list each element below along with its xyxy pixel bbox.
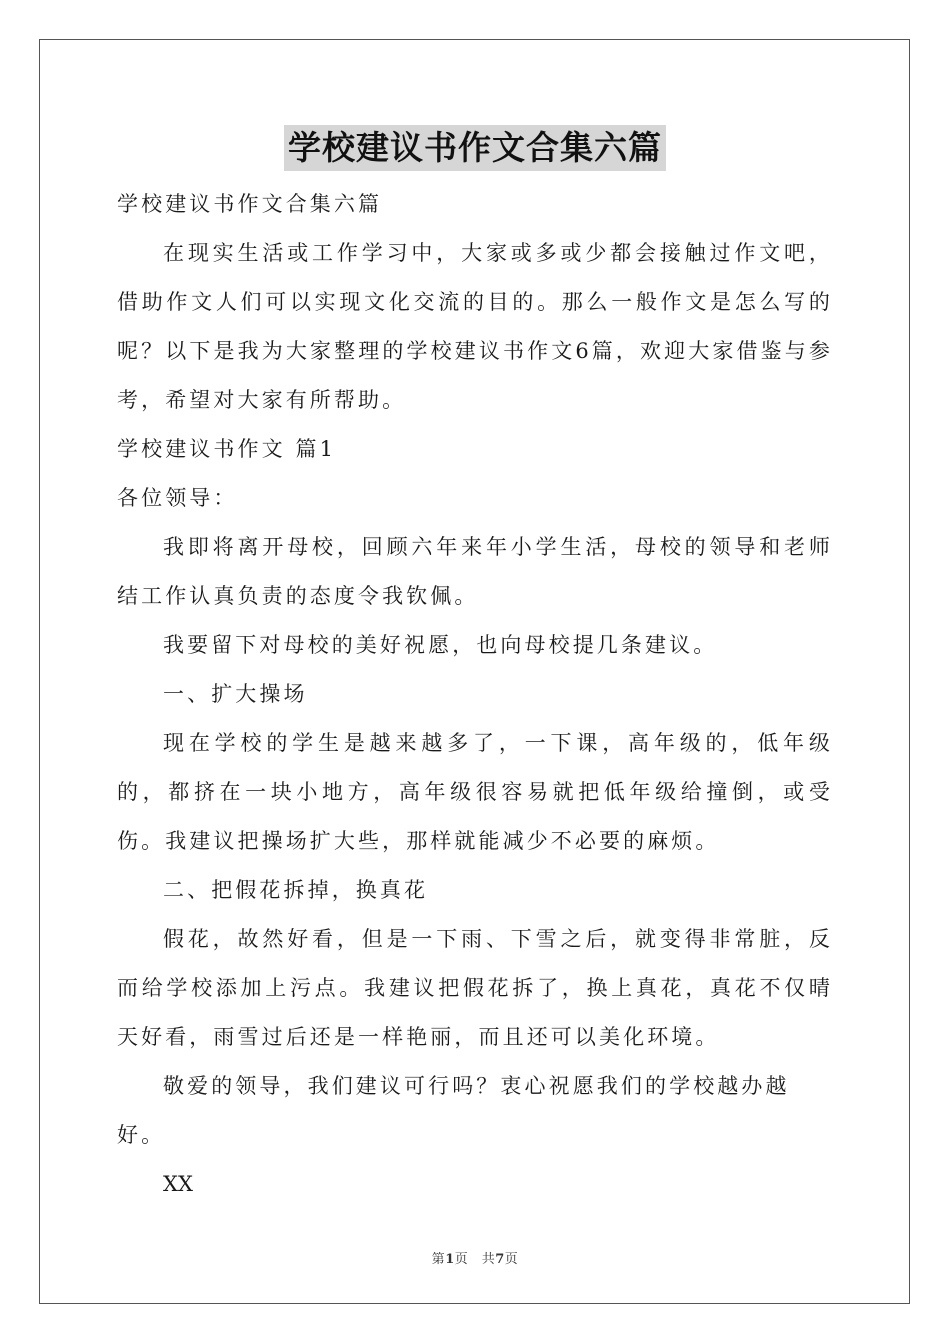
body-paragraph: 我要留下对母校的美好祝愿，也向母校提几条建议。 — [163, 633, 718, 657]
footer-current-page: 1 — [445, 1252, 455, 1267]
document-subtitle: 学校建议书作文合集六篇 — [117, 192, 383, 216]
document-body — [117, 180, 833, 1209]
signature: XX — [163, 1172, 193, 1196]
intro-paragraph: 在现实生活或工作学习中，大家或多或少都会接触过作文吧，借助作文人们可以实现文化交流的目的。那么一般作文是怎么写的呢？以下是我为大家整理的学校建议书作文6篇，欢迎大家借鉴与参考，希望对大家有所帮助。 — [117, 241, 833, 412]
section-heading: 学校建议书作文 篇1 — [117, 437, 337, 461]
footer-total-pages: 7 — [495, 1252, 505, 1267]
body-paragraph: 假花，故然好看，但是一下雨、下雪之后，就变得非常脏，反而给学校添加上污点。我建议把假花拆了，换上真花，真花不仅晴天好看，雨雪过后还是一样艳丽，而且还可以美化环境。 — [117, 927, 833, 1049]
list-heading: 二、把假花拆掉，换真花 — [163, 878, 429, 902]
list-heading: 一、扩大操场 — [163, 682, 308, 706]
body-paragraph: 我即将离开母校，回顾六年来年小学生活，母校的领导和老师结工作认真负责的态度令我钦佩。 — [117, 535, 833, 608]
footer-prefix: 第 — [431, 1252, 446, 1267]
salutation: 各位领导： — [117, 486, 238, 510]
document-title-wrap — [0, 125, 950, 171]
closing-paragraph: 敬爱的领导，我们建议可行吗？衷心祝愿我们的学校越办越好。 — [117, 1074, 790, 1147]
footer-mid: 页 共 — [454, 1252, 496, 1267]
document-title: 学校建议书作文合集六篇 — [284, 125, 666, 171]
page-footer — [0, 1248, 950, 1267]
body-paragraph: 现在学校的学生是越来越多了，一下课，高年级的，低年级的，都挤在一块小地方，高年级很容易就把低年级给撞倒，或受伤。我建议把操场扩大些，那样就能减少不必要的麻烦。 — [117, 731, 833, 853]
footer-suffix: 页 — [504, 1252, 519, 1267]
